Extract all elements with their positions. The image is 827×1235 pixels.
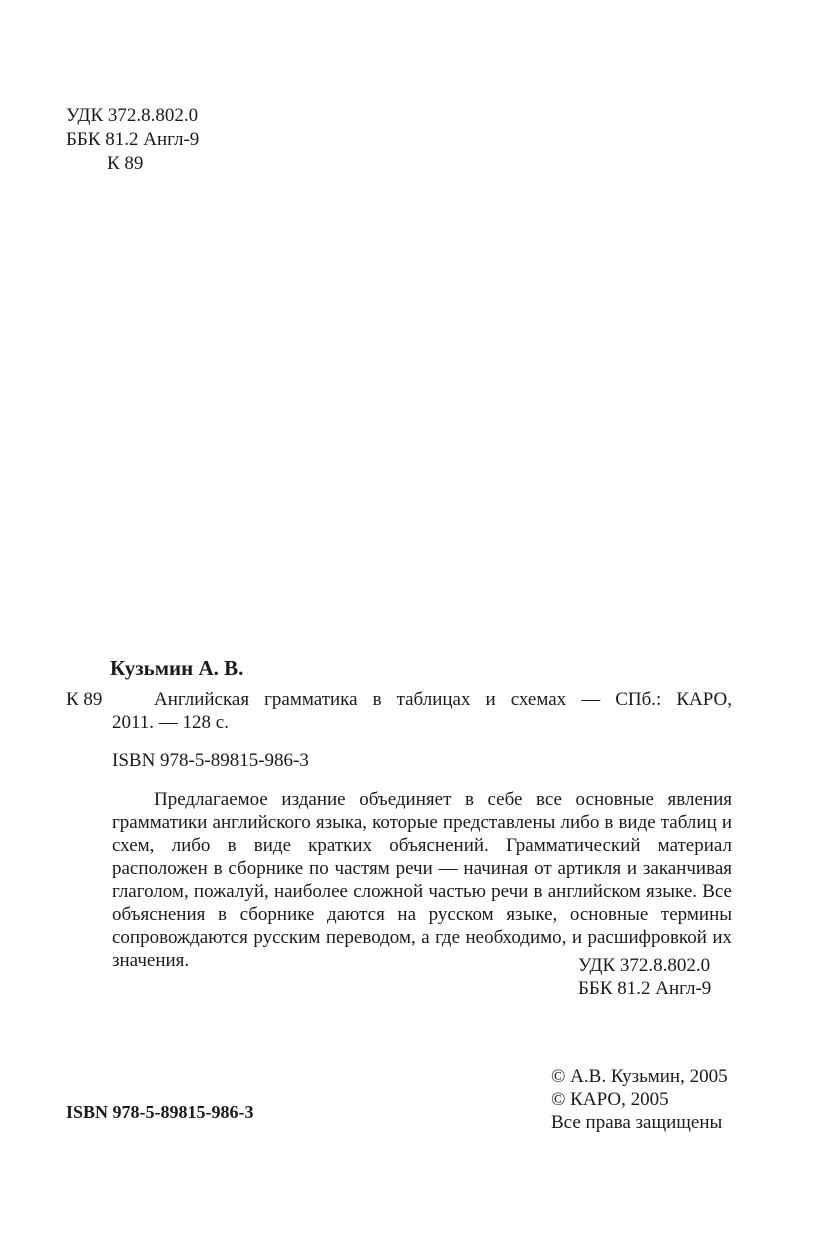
copyright-author: © А.В. Кузьмин, 2005 xyxy=(551,1066,728,1087)
record-author-sign: К 89 xyxy=(66,689,103,710)
rights-reserved: Все права защищены xyxy=(551,1112,723,1133)
author-name: Кузьмин А. В. xyxy=(110,656,244,680)
top-udk-code: УДК 372.8.802.0 xyxy=(66,105,199,126)
top-bbk-code: ББК 81.2 Англ-9 xyxy=(66,129,200,150)
footer-isbn: ISBN 978-5-89815-986-3 xyxy=(66,1102,254,1122)
publication-year-pages: 2011. — 128 с. xyxy=(112,712,229,733)
record-bbk-code: ББК 81.2 Англ-9 xyxy=(578,978,712,999)
book-title-line: Английская грамматика в таблицах и схемах — СПб.: КАРО, xyxy=(154,689,732,710)
record-isbn: ISBN 978-5-89815-986-3 xyxy=(112,750,309,771)
copyright-publisher: © КАРО, 2005 xyxy=(551,1089,669,1110)
record-udk-code: УДК 372.8.802.0 xyxy=(578,955,711,976)
top-author-sign: К 89 xyxy=(107,153,144,174)
annotation-text: Предлагаемое издание объединяет в себе все основные явления грамматики английского языка, которые представлены либо в виде таблиц и схем, либо в виде кратких объяснений. Грамматический материал расположен в сборнике по частям речи — начиная от артикля и заканчивая глаголом, пожалуй, наиболее сложной частью речи в английском языке. Все объяснения в сборнике даются на русском языке, основные термины сопровождаются русским переводом, а где необходимо, и расшифровкой их значения. xyxy=(112,789,732,971)
